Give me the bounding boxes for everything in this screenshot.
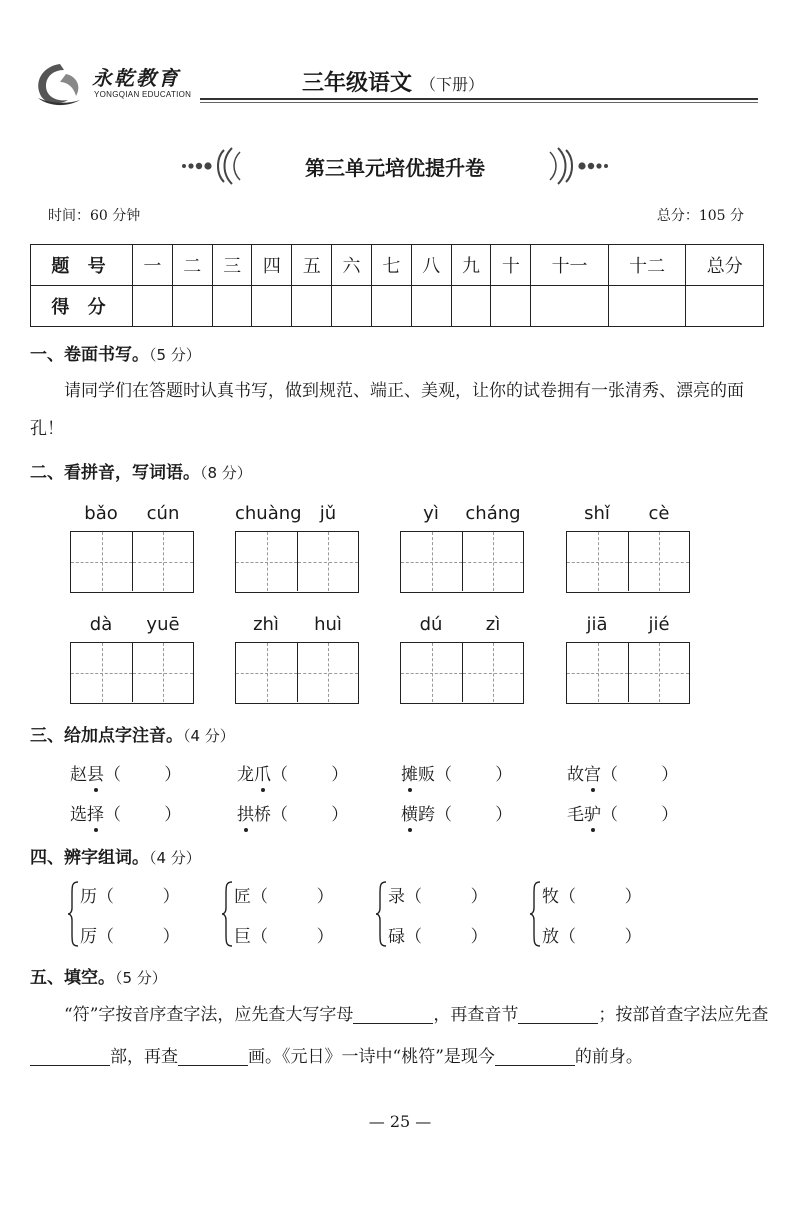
column-header: 三 [212,245,252,286]
pinyin-row [70,503,194,527]
fill-text: 的前身。 [574,1047,643,1067]
score-cell[interactable] [332,286,372,327]
writing-cell[interactable] [71,643,132,702]
pinyin-label: jiā [586,614,608,635]
pinyin-label: cè [648,503,670,524]
section-3-heading: 三、给加点字注音。 [30,726,183,746]
blank-radical[interactable] [30,1044,110,1066]
brace-icon [374,880,388,948]
column-header: 一 [133,245,173,286]
page-number: — 25 — [368,1112,432,1131]
brace-icon [528,880,542,948]
pinyin-row [566,503,690,527]
writing-cell[interactable] [462,643,523,702]
column-header: 八 [411,245,451,286]
fill-text: 部，再查 [110,1047,178,1067]
dotted-char: 择 [87,805,104,825]
item-char: 赵 [70,765,87,785]
word-pair-item[interactable]: 放（ ） [542,927,642,947]
score-cell[interactable] [686,286,764,327]
pinyin-item[interactable] [567,760,678,785]
item-char: 选 [70,805,87,825]
header-divider [200,98,758,100]
column-header: 十一 [531,245,609,286]
grid-guide-horizontal [236,562,297,563]
answer-blank: （ ） [104,805,182,825]
pinyin-word-group [70,614,194,714]
writing-cell[interactable] [297,532,358,591]
grid-guide-horizontal [401,673,462,674]
grid-guide-horizontal [629,562,689,563]
exam-time: 时间：60 分钟 [48,208,141,224]
pinyin-item[interactable] [70,760,181,785]
word-pair-item[interactable]: 碌（ ） [388,927,488,947]
pinyin-item[interactable] [401,800,512,825]
volume-label: （下册） [420,75,485,94]
item-char: 龙 [237,765,254,785]
answer-blank: （ ） [271,765,349,785]
column-header: 总分 [686,245,764,286]
writing-cell[interactable] [236,532,297,591]
fill-text: “符”字按音序查字法，应先查大写字母 [64,1005,354,1025]
blank-capital-letter[interactable] [353,1002,433,1024]
score-cell[interactable] [172,286,212,327]
column-header: 五 [292,245,332,286]
grid-guide-horizontal [463,562,523,563]
score-cell[interactable] [252,286,292,327]
writing-cell[interactable] [236,643,297,702]
column-header: 二 [172,245,212,286]
answer-blank: 贩（ ） [418,765,513,785]
section-4-heading: 四、辨字组词。 [30,848,149,868]
section-5-title [30,963,167,988]
blank-syllable[interactable] [518,1002,598,1024]
writing-cell[interactable] [132,532,193,591]
fill-in-paragraph [30,994,770,1078]
score-cell[interactable] [371,286,411,327]
section-3-title [30,721,235,746]
pinyin-row [400,614,524,638]
pinyin-word-group [235,503,359,603]
column-header: 四 [252,245,292,286]
answer-blank: （ ） [601,805,679,825]
writing-grid [235,642,359,704]
column-header: 九 [451,245,491,286]
grid-guide-horizontal [567,562,628,563]
section-5-points: （5 分） [115,969,167,987]
pinyin-word-group [235,614,359,714]
writing-cell[interactable] [567,532,628,591]
grid-guide-horizontal [236,673,297,674]
item-char: 故 [567,765,584,785]
column-header: 六 [332,245,372,286]
column-header: 七 [371,245,411,286]
dotted-char: 摊 [401,765,418,785]
score-cell[interactable] [608,286,686,327]
header-divider-thin [200,102,758,103]
fill-text: 画。《元日》一诗中“桃符”是现今 [248,1047,495,1067]
blank-strokes[interactable] [178,1044,248,1066]
score-cell[interactable] [292,286,332,327]
pinyin-item[interactable] [401,760,512,785]
writing-cell[interactable] [628,532,689,591]
pinyin-label: zhì [253,614,279,635]
fill-text: ；按部首查字法应先查 [598,1005,769,1025]
grid-guide-horizontal [298,562,358,563]
pinyin-label: yuē [146,614,180,635]
unit-title: 第三单元培优提升卷 [305,156,485,180]
section-3-points: （4 分） [183,727,235,745]
writing-grid [70,531,194,593]
pinyin-row [235,614,359,638]
section-1-title [30,340,201,365]
word-pair-item[interactable]: 巨（ ） [234,927,334,947]
pinyin-row [70,614,194,638]
pinyin-label: jǔ [319,503,337,524]
unit-title-banner [180,140,610,190]
pinyin-word-group [400,614,524,714]
pinyin-label: zì [485,614,501,635]
score-cell[interactable] [411,286,451,327]
section-2-points: （8 分） [200,464,252,482]
section-1-heading: 一、卷面书写。 [30,345,149,365]
writing-grid [566,642,690,704]
grid-guide-horizontal [71,562,132,563]
dotted-char: 驴 [584,805,601,825]
score-row [31,286,764,327]
answer-blank: （ ） [104,765,182,785]
ornament-right-icon [540,146,610,186]
writing-cell[interactable] [71,532,132,591]
subject-name: 三年级语文 [302,71,413,96]
pinyin-item[interactable] [567,800,678,825]
writing-cell[interactable] [297,643,358,702]
pinyin-label: cháng [465,503,521,524]
column-header: 十二 [608,245,686,286]
pinyin-word-group [566,614,690,714]
brand-name-en: YONGQIAN EDUCATION [94,90,192,99]
score-cell[interactable] [212,286,252,327]
pinyin-label: jié [648,614,670,635]
page-header [30,60,758,108]
answer-blank: 跨（ ） [418,805,513,825]
section-1-points: （5 分） [149,346,201,364]
pinyin-item[interactable] [237,800,348,825]
pinyin-item[interactable] [70,800,181,825]
pinyin-label: cún [146,503,180,524]
pinyin-row [400,503,524,527]
pinyin-label: chuàng [235,503,302,524]
writing-cell[interactable] [567,643,628,702]
score-cell[interactable] [133,286,173,327]
score-cell[interactable] [531,286,609,327]
writing-grid [566,531,690,593]
word-pair-item[interactable]: 厉（ ） [80,927,180,947]
section-2-heading: 二、看拼音，写词语。 [30,463,200,483]
pinyin-row [566,614,690,638]
grid-guide-horizontal [629,673,689,674]
score-cell[interactable] [451,286,491,327]
section-4-points: （4 分） [149,849,201,867]
brand-name: 永乾教育 [92,66,180,90]
pinyin-label: shǐ [584,503,610,524]
score-table [30,244,764,327]
column-header: 十 [491,245,531,286]
pinyin-item[interactable] [237,760,348,785]
section-2-title [30,458,252,483]
section-5-heading: 五、填空。 [30,968,115,988]
writing-cell[interactable] [628,643,689,702]
fill-text: ，再查音节 [433,1005,519,1025]
dotted-char: 县 [87,765,104,785]
word-pair-item[interactable]: 历（ ） [80,887,180,907]
pinyin-label: dà [89,614,113,635]
pinyin-row [235,503,359,527]
question-number-label: 题 号 [31,245,133,286]
writing-cell[interactable] [132,643,193,702]
pinyin-word-group [566,503,690,603]
brace-icon [220,880,234,948]
score-label: 得 分 [31,286,133,327]
grid-guide-horizontal [133,673,193,674]
word-pair-item[interactable]: 录（ ） [388,887,488,907]
pinyin-label: dú [419,614,443,635]
word-pair-item[interactable]: 匠（ ） [234,887,334,907]
dotted-char: 拱 [237,805,254,825]
writing-cell[interactable] [401,532,462,591]
blank-modern-equivalent[interactable] [495,1044,575,1066]
word-pair-item[interactable]: 牧（ ） [542,887,642,907]
dotted-char: 宫 [584,765,601,785]
section-1-text: 请同学们在答题时认真书写，做到规范、端正、美观，让你的试卷拥有一张清秀、漂亮的面孔！ [30,381,744,439]
exam-total-score: 总分：105 分 [656,208,744,224]
score-cell[interactable] [491,286,531,327]
grid-guide-horizontal [133,562,193,563]
dotted-char: 横 [401,805,418,825]
writing-grid [235,531,359,593]
writing-cell[interactable] [401,643,462,702]
grid-guide-horizontal [298,673,358,674]
answer-blank: 桥（ ） [254,805,349,825]
section-4-title [30,843,201,868]
grid-guide-horizontal [71,673,132,674]
grid-guide-horizontal [463,673,523,674]
pinyin-label: huì [314,614,342,635]
grid-guide-horizontal [401,562,462,563]
item-char: 毛 [567,805,584,825]
dotted-char: 爪 [254,765,271,785]
writing-cell[interactable] [462,532,523,591]
pinyin-label: yì [423,503,439,524]
grid-guide-horizontal [567,673,628,674]
writing-grid [400,531,524,593]
writing-grid [70,642,194,704]
subject-title [302,66,484,97]
question-number-row [31,245,764,286]
brace-icon [66,880,80,948]
pinyin-word-group [70,503,194,603]
answer-blank: （ ） [601,765,679,785]
pinyin-label: bǎo [84,503,118,524]
yongqian-logo-icon [30,60,90,108]
pinyin-word-group [400,503,524,603]
writing-grid [400,642,524,704]
